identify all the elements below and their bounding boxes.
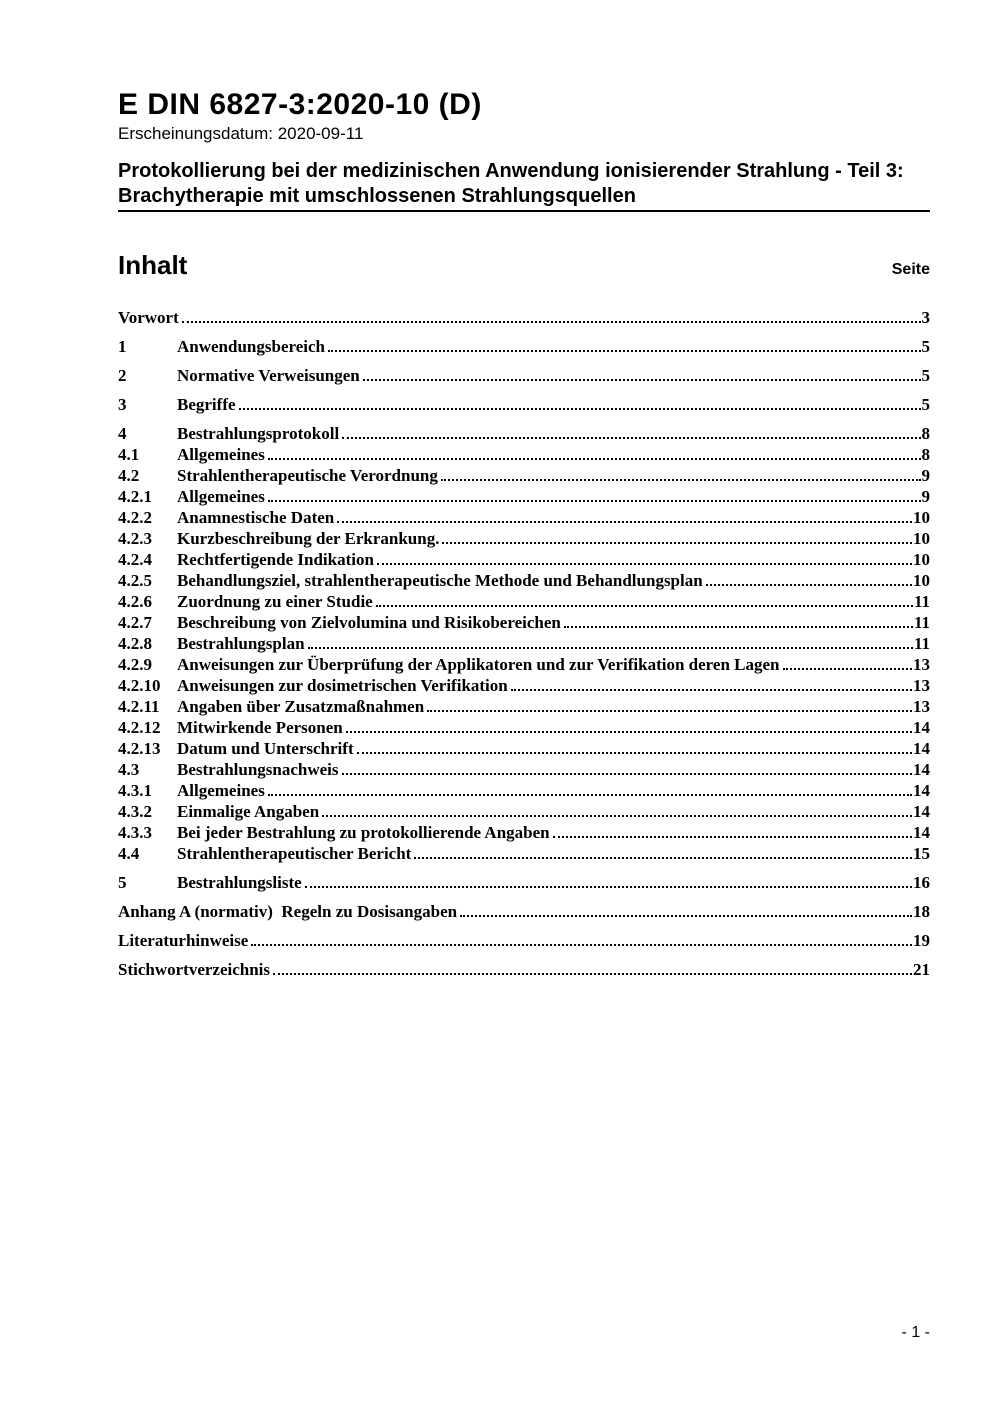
toc-entry-page: 21 — [913, 960, 930, 979]
toc-entry-number: 4.3 — [118, 760, 140, 779]
toc-entry-number: 3 — [118, 395, 127, 414]
toc-list — [118, 307, 930, 980]
toc-dot-leader — [377, 561, 912, 565]
toc-entry-page: 8 — [921, 445, 930, 464]
toc-entry-title: Kurzbeschreibung der Erkrankung. — [177, 529, 440, 548]
toc-dot-leader — [706, 582, 912, 586]
toc-dot-leader — [251, 942, 912, 946]
toc-entry-number: 4.2.7 — [118, 613, 152, 632]
toc-entry — [118, 336, 930, 357]
toc-entry-number: 4.2.6 — [118, 592, 152, 611]
toc-entry-title: Anweisungen zur dosimetrischen Verifikation — [177, 676, 508, 695]
toc-entry-number: 4.2.11 — [118, 697, 160, 716]
toc-entry-title: Bestrahlungsliste — [177, 873, 302, 892]
document-number-heading: E DIN 6827-3:2020-10 (D) — [118, 88, 482, 121]
toc-entry-number: 4.2.9 — [118, 655, 152, 674]
toc-entry-title: Bestrahlungsprotokoll — [177, 424, 340, 443]
toc-entry — [118, 843, 930, 864]
toc-entry-title: Bestrahlungsnachweis — [177, 760, 339, 779]
toc-entry — [118, 930, 930, 951]
toc-entry-page: 16 — [913, 873, 930, 892]
toc-entry-title: Behandlungsziel, strahlentherapeutische Methode und Behandlungsplan — [177, 571, 703, 590]
toc-dot-leader — [268, 498, 921, 502]
toc-dot-leader — [337, 519, 912, 523]
toc-dot-leader — [268, 792, 912, 796]
toc-dot-leader — [357, 750, 912, 754]
toc-entry-page: 14 — [913, 718, 930, 737]
toc-entry-number: 4.2.12 — [118, 718, 161, 737]
toc-entry-number: 4.1 — [118, 445, 140, 464]
toc-dot-leader — [442, 540, 912, 544]
toc-entry — [118, 717, 930, 738]
toc-dot-leader — [268, 456, 921, 460]
toc-entry-page: 14 — [913, 760, 930, 779]
toc-entry-title: Zuordnung zu einer Studie — [177, 592, 373, 611]
toc-entry-title: Anhang A (normativ) Regeln zu Dosisangaben — [118, 902, 458, 921]
toc-entry-page: 3 — [921, 308, 930, 327]
toc-entry — [118, 901, 930, 922]
toc-entry-title: Strahlentherapeutische Verordnung — [177, 466, 438, 485]
toc-dot-leader — [305, 884, 912, 888]
toc-dot-leader — [342, 435, 920, 439]
toc-entry — [118, 633, 930, 654]
toc-dot-leader — [564, 624, 913, 628]
toc-dot-leader — [346, 729, 912, 733]
toc-entry-page: 10 — [913, 571, 930, 590]
toc-entry-title: Strahlentherapeutischer Bericht — [177, 844, 412, 863]
toc-entry — [118, 507, 930, 528]
toc-dot-leader — [441, 477, 921, 481]
toc-entry-number: 4.2.13 — [118, 739, 161, 758]
toc-entry-title: Einmalige Angaben — [177, 802, 320, 821]
toc-entry-page: 8 — [921, 424, 930, 443]
toc-entry-page: 13 — [913, 676, 930, 695]
toc-dot-leader — [342, 771, 912, 775]
toc-entry-title: Anamnestische Daten — [177, 508, 335, 527]
document-title — [118, 159, 930, 212]
toc-entry-title: Begriffe — [177, 395, 236, 414]
toc-entry-title: Rechtfertigende Indikation — [177, 550, 374, 569]
toc-entry-title: Bestrahlungsplan — [177, 634, 305, 653]
document-title-line2: Brachytherapie mit umschlossenen Strahlungsquellen — [118, 185, 636, 207]
toc-dot-leader — [239, 406, 921, 410]
toc-entry — [118, 872, 930, 893]
release-date-line: Erscheinungsdatum: 2020-09-11 — [118, 124, 364, 143]
toc-entry-page: 10 — [913, 529, 930, 548]
toc-entry-page: 5 — [921, 337, 930, 356]
toc-entry-page: 5 — [921, 395, 930, 414]
toc-entry — [118, 801, 930, 822]
toc-entry-number: 4.4 — [118, 844, 140, 863]
toc-entry-number: 5 — [118, 873, 127, 892]
toc-dot-leader — [427, 708, 912, 712]
toc-entry-title: Vorwort — [118, 308, 179, 327]
toc-dot-leader — [182, 319, 921, 323]
toc-entry — [118, 696, 930, 717]
toc-heading: Inhalt — [118, 250, 188, 280]
toc-entry-page: 19 — [913, 931, 930, 950]
toc-entry-number: 4.3.3 — [118, 823, 152, 842]
toc-entry-number: 4.3.2 — [118, 802, 152, 821]
toc-entry — [118, 423, 930, 444]
toc-entry-number: 4.3.1 — [118, 781, 152, 800]
toc-dot-leader — [322, 813, 912, 817]
toc-entry-page: 9 — [921, 466, 930, 485]
page-content — [118, 0, 930, 980]
footer-page-number: - 1 - — [901, 1324, 930, 1341]
toc-entry — [118, 591, 930, 612]
toc-dot-leader — [460, 913, 912, 917]
toc-entry-number: 4.2 — [118, 466, 140, 485]
toc-entry-number: 4.2.1 — [118, 487, 152, 506]
document-title-line1: Protokollierung bei der medizinischen Anwendung ionisierender Strahlung - Teil 3: — [118, 160, 904, 182]
toc-entry-number: 4 — [118, 424, 127, 443]
toc-entry-title: Allgemeines — [177, 445, 265, 464]
toc-entry-title: Beschreibung von Zielvolumina und Risikobereichen — [177, 613, 561, 632]
toc-entry-page: 11 — [913, 634, 930, 653]
toc-entry-title: Anweisungen zur Überprüfung der Applikatoren und zur Verifikation deren Lagen — [177, 655, 780, 674]
toc-entry — [118, 394, 930, 415]
toc-entry-title: Allgemeines — [177, 781, 265, 800]
toc-dot-leader — [783, 666, 912, 670]
toc-entry-title: Stichwortverzeichnis — [118, 960, 271, 979]
toc-entry-page: 11 — [913, 613, 930, 632]
toc-dot-leader — [363, 377, 921, 381]
toc-entry-page: 11 — [913, 592, 930, 611]
toc-entry — [118, 675, 930, 696]
toc-entry-number: 4.2.2 — [118, 508, 152, 527]
toc-entry — [118, 365, 930, 386]
toc-entry-page: 5 — [921, 366, 930, 385]
toc-entry — [118, 465, 930, 486]
toc-entry-number: 4.2.5 — [118, 571, 152, 590]
toc-entry-title: Bei jeder Bestrahlung zu protokollierende Angaben — [177, 823, 550, 842]
toc-entry-page: 13 — [913, 697, 930, 716]
toc-entry-number: 2 — [118, 366, 127, 385]
toc-entry-number: 4.2.4 — [118, 550, 152, 569]
toc-entry-page: 14 — [913, 823, 930, 842]
toc-entry-page: 14 — [913, 739, 930, 758]
toc-dot-leader — [376, 603, 913, 607]
toc-entry — [118, 307, 930, 328]
toc-entry-number: 1 — [118, 337, 127, 356]
toc-entry — [118, 759, 930, 780]
toc-entry-number: 4.2.3 — [118, 529, 152, 548]
toc-entry — [118, 444, 930, 465]
toc-entry-title: Anwendungsbereich — [177, 337, 325, 356]
toc-entry — [118, 612, 930, 633]
toc-entry-page: 10 — [913, 550, 930, 569]
toc-dot-leader — [553, 834, 912, 838]
toc-entry-page: 14 — [913, 781, 930, 800]
toc-dot-leader — [308, 645, 913, 649]
toc-entry — [118, 528, 930, 549]
toc-entry-title: Allgemeines — [177, 487, 265, 506]
toc-entry — [118, 549, 930, 570]
toc-entry-title: Datum und Unterschrift — [177, 739, 354, 758]
toc-entry — [118, 486, 930, 507]
toc-entry-title: Literaturhinweise — [118, 931, 249, 950]
toc-entry-number: 4.2.8 — [118, 634, 152, 653]
toc-entry — [118, 959, 930, 980]
toc-heading-row — [118, 250, 930, 280]
toc-entry — [118, 570, 930, 591]
toc-entry-title: Angaben über Zusatzmaßnahmen — [177, 697, 425, 716]
toc-entry-page: 15 — [913, 844, 930, 863]
toc-entry-page: 10 — [913, 508, 930, 527]
toc-entry — [118, 822, 930, 843]
toc-entry-title: Normative Verweisungen — [177, 366, 360, 385]
toc-entry-page: 14 — [913, 802, 930, 821]
toc-dot-leader — [328, 348, 921, 352]
toc-entry-page: 13 — [913, 655, 930, 674]
toc-dot-leader — [511, 687, 912, 691]
toc-dot-leader — [414, 855, 912, 859]
toc-dot-leader — [273, 971, 912, 975]
toc-entry — [118, 654, 930, 675]
toc-entry-page: 9 — [921, 487, 930, 506]
toc-entry-title: Mitwirkende Personen — [177, 718, 343, 737]
toc-page-column-label: Seite — [891, 261, 930, 278]
toc-entry — [118, 780, 930, 801]
toc-entry-number: 4.2.10 — [118, 676, 161, 695]
toc-entry — [118, 738, 930, 759]
toc-entry-page: 18 — [913, 902, 930, 921]
